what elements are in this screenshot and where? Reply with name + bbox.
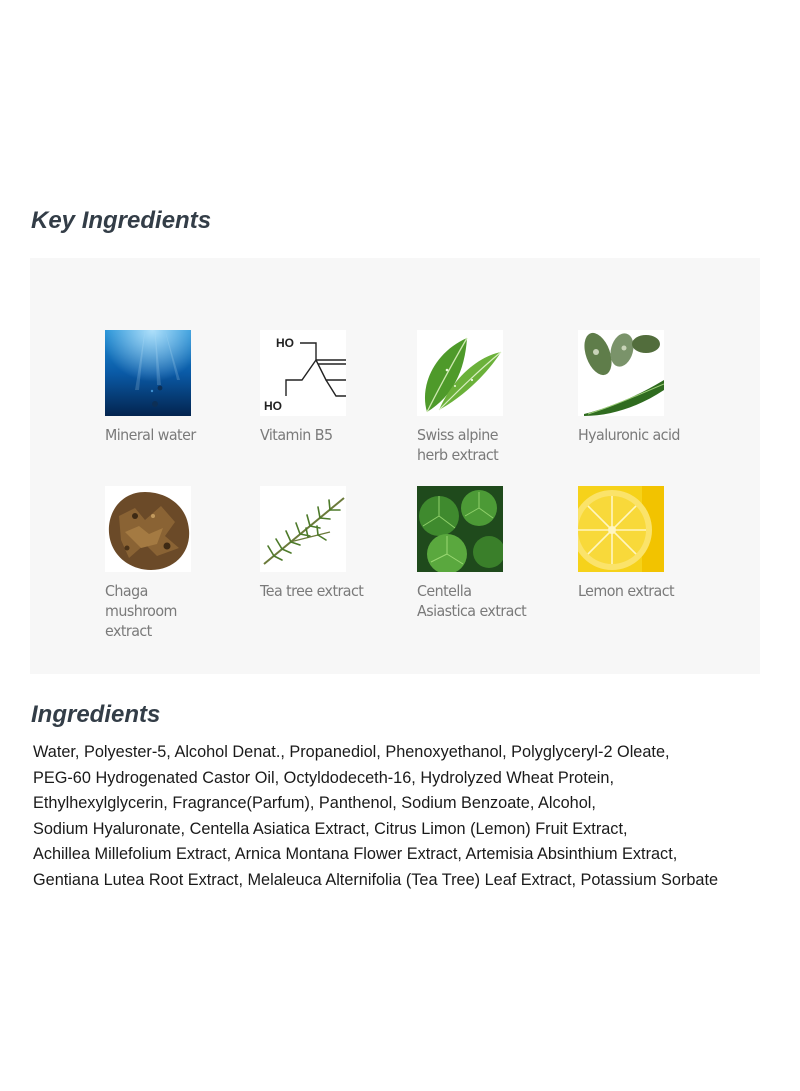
- svg-text:HO: HO: [276, 336, 294, 350]
- ingredient-card-lemon: [578, 486, 728, 601]
- ingredients-line: PEG-60 Hydrogenated Castor Oil, Octyldodeceth-16, Hydrolyzed Wheat Protein,: [33, 768, 614, 787]
- centella-leaves-image: [417, 486, 503, 572]
- ingredient-card-tea-tree: [260, 486, 410, 601]
- ingredient-card-vitamin-b5: [260, 330, 410, 445]
- chaga-mushroom-image: [105, 486, 191, 572]
- ingredient-caption: Chaga mushroom extract: [105, 582, 177, 640]
- ingredient-caption: Tea tree extract: [260, 582, 364, 600]
- key-ingredients-panel: [30, 258, 760, 674]
- ingredients-line: Sodium Hyaluronate, Centella Asiatica Extract, Citrus Limon (Lemon) Fruit Extract,: [33, 819, 628, 838]
- mineral-water-image: [105, 330, 191, 416]
- key-ingredients-heading: Key Ingredients: [31, 207, 212, 234]
- lemon-slice-image: [578, 486, 664, 572]
- ingredient-card-alpine-herb: [417, 330, 567, 465]
- tea-tree-sprig-image: [260, 486, 346, 572]
- ingredient-card-mineral-water: [105, 330, 255, 445]
- ingredients-list: [33, 740, 773, 894]
- ingredient-caption: Hyaluronic acid: [578, 426, 680, 444]
- ingredients-line: Ethylhexylglycerin, Fragrance(Parfum), Panthenol, Sodium Benzoate, Alcohol,: [33, 794, 596, 813]
- alpine-herb-leaves-image: [417, 330, 503, 416]
- ingredient-caption: Swiss alpine herb extract: [417, 426, 499, 464]
- ingredients-line: Water, Polyester-5, Alcohol Denat., Propanediol, Phenoxyethanol, Polyglyceryl-2 Oleate,: [33, 743, 670, 761]
- ingredient-caption: Vitamin B5: [260, 426, 333, 444]
- vitamin-b5-structure-image: [260, 330, 346, 416]
- ingredient-caption: Mineral water: [105, 426, 196, 444]
- ingredient-card-centella: [417, 486, 567, 621]
- ingredient-caption: Lemon extract: [578, 582, 675, 600]
- ingredients-line: Gentiana Lutea Root Extract, Melaleuca Alternifolia (Tea Tree) Leaf Extract, Potassium Sorbate: [33, 870, 719, 889]
- svg-text:HO: HO: [264, 399, 282, 413]
- ingredient-caption: Centella Asiastica extract: [417, 582, 527, 620]
- ingredients-line: Achillea Millefolium Extract, Arnica Montana Flower Extract, Artemisia Absinthium Extract,: [33, 845, 678, 864]
- ingredient-card-chaga-mushroom: [105, 486, 255, 641]
- ingredients-heading: Ingredients: [31, 701, 161, 728]
- ingredient-card-hyaluronic-acid: [578, 330, 728, 445]
- hyaluronic-acid-plant-image: [578, 330, 664, 416]
